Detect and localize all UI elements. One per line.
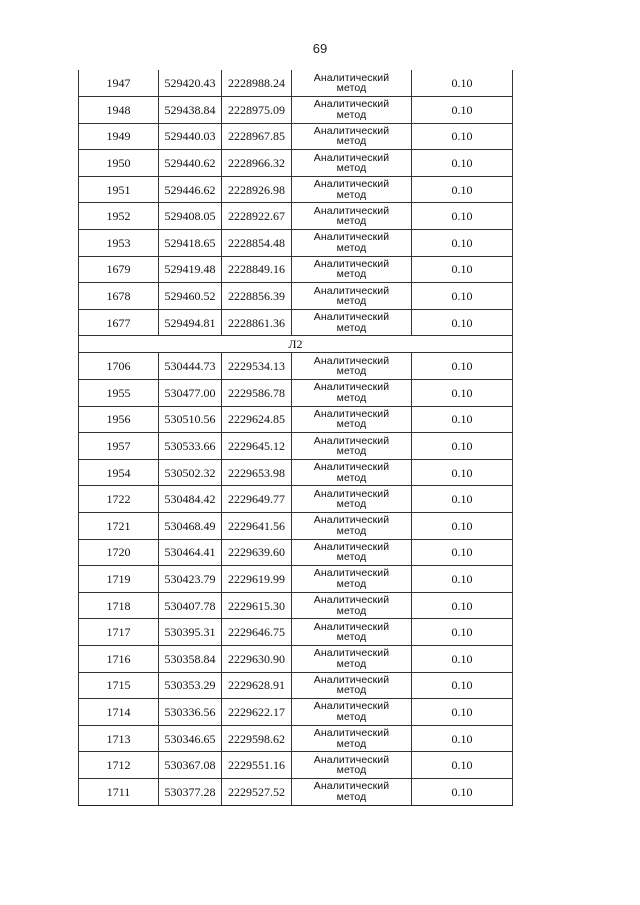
- method-line-1: Аналитический: [313, 594, 390, 607]
- y-coordinate-cell: 2228856.39: [222, 283, 292, 310]
- method-line-1: Аналитический: [313, 381, 390, 394]
- y-coordinate-cell: 2229649.77: [222, 486, 292, 513]
- point-number-cell: 1950: [79, 150, 159, 177]
- method-line-1: Аналитический: [313, 151, 390, 164]
- method-line-1: Аналитический: [313, 257, 390, 270]
- point-number-cell: 1721: [79, 513, 159, 540]
- table-row: [79, 513, 513, 540]
- method-cell: [292, 539, 412, 566]
- x-coordinate-cell: 530407.78: [159, 592, 222, 619]
- method-cell: [292, 176, 412, 203]
- y-coordinate-cell: 2229653.98: [222, 459, 292, 486]
- table-row: [79, 256, 513, 283]
- x-coordinate-cell: 530395.31: [159, 619, 222, 646]
- accuracy-cell: 0.10: [412, 699, 513, 726]
- x-coordinate-cell: 529494.81: [159, 309, 222, 336]
- y-coordinate-cell: 2228926.98: [222, 176, 292, 203]
- method-line-1: Аналитический: [313, 204, 390, 217]
- x-coordinate-cell: 530336.56: [159, 699, 222, 726]
- method-line-2: метод: [336, 82, 367, 95]
- section-label: Л2: [79, 336, 513, 353]
- x-coordinate-cell: 530484.42: [159, 486, 222, 513]
- point-number-cell: 1956: [79, 406, 159, 433]
- point-number-cell: 1716: [79, 645, 159, 672]
- x-coordinate-cell: 530377.28: [159, 778, 222, 805]
- method-cell: [292, 150, 412, 177]
- table-row: [79, 566, 513, 593]
- y-coordinate-cell: 2229586.78: [222, 380, 292, 407]
- method-line-1: Аналитический: [313, 461, 390, 474]
- method-line-2: метод: [336, 710, 367, 723]
- accuracy-cell: 0.10: [412, 778, 513, 805]
- coordinates-table-body: [79, 70, 513, 805]
- method-cell: [292, 203, 412, 230]
- y-coordinate-cell: 2229534.13: [222, 353, 292, 380]
- page-number: 69: [312, 41, 328, 56]
- accuracy-cell: 0.10: [412, 672, 513, 699]
- accuracy-cell: 0.10: [412, 725, 513, 752]
- x-coordinate-cell: 529408.05: [159, 203, 222, 230]
- method-line-2: метод: [336, 215, 367, 228]
- y-coordinate-cell: 2228849.16: [222, 256, 292, 283]
- method-line-1: Аналитический: [313, 647, 390, 660]
- method-cell: [292, 459, 412, 486]
- method-line-2: метод: [336, 321, 367, 334]
- table-row: [79, 70, 513, 97]
- y-coordinate-cell: 2229615.30: [222, 592, 292, 619]
- accuracy-cell: 0.10: [412, 619, 513, 646]
- method-line-2: метод: [336, 108, 367, 121]
- x-coordinate-cell: 529419.48: [159, 256, 222, 283]
- method-cell: [292, 592, 412, 619]
- accuracy-cell: 0.10: [412, 203, 513, 230]
- x-coordinate-cell: 530367.08: [159, 752, 222, 779]
- accuracy-cell: 0.10: [412, 256, 513, 283]
- point-number-cell: 1957: [79, 433, 159, 460]
- table-row: [79, 406, 513, 433]
- table-row: [79, 353, 513, 380]
- point-number-cell: 1720: [79, 539, 159, 566]
- x-coordinate-cell: 529438.84: [159, 97, 222, 124]
- point-number-cell: 1677: [79, 309, 159, 336]
- method-line-2: метод: [336, 631, 367, 644]
- method-line-1: Аналитический: [313, 284, 390, 297]
- x-coordinate-cell: 530346.65: [159, 725, 222, 752]
- y-coordinate-cell: 2229641.56: [222, 513, 292, 540]
- method-line-2: метод: [336, 790, 367, 803]
- y-coordinate-cell: 2229646.75: [222, 619, 292, 646]
- table-row: [79, 672, 513, 699]
- y-coordinate-cell: 2229630.90: [222, 645, 292, 672]
- point-number-cell: 1951: [79, 176, 159, 203]
- method-cell: [292, 406, 412, 433]
- table-row: [79, 123, 513, 150]
- method-line-1: Аналитический: [313, 311, 390, 324]
- accuracy-cell: 0.10: [412, 406, 513, 433]
- method-line-1: Аналитический: [313, 124, 390, 137]
- method-line-2: метод: [336, 764, 367, 777]
- x-coordinate-cell: 530502.32: [159, 459, 222, 486]
- y-coordinate-cell: 2228967.85: [222, 123, 292, 150]
- x-coordinate-cell: 530358.84: [159, 645, 222, 672]
- table-row: [79, 433, 513, 460]
- y-coordinate-cell: 2229639.60: [222, 539, 292, 566]
- x-coordinate-cell: 529460.52: [159, 283, 222, 310]
- x-coordinate-cell: 530533.66: [159, 433, 222, 460]
- point-number-cell: 1706: [79, 353, 159, 380]
- method-cell: [292, 70, 412, 97]
- method-cell: [292, 566, 412, 593]
- coordinates-table: [78, 70, 513, 806]
- point-number-cell: 1715: [79, 672, 159, 699]
- x-coordinate-cell: 529420.43: [159, 70, 222, 97]
- y-coordinate-cell: 2229645.12: [222, 433, 292, 460]
- method-line-1: Аналитический: [313, 434, 390, 447]
- method-line-2: метод: [336, 365, 367, 378]
- method-line-1: Аналитический: [313, 753, 390, 766]
- method-line-2: метод: [336, 295, 367, 308]
- point-number-cell: 1717: [79, 619, 159, 646]
- table-row: [79, 203, 513, 230]
- point-number-cell: 1947: [79, 70, 159, 97]
- method-cell: [292, 486, 412, 513]
- method-line-2: метод: [336, 524, 367, 537]
- x-coordinate-cell: 530477.00: [159, 380, 222, 407]
- x-coordinate-cell: 530464.41: [159, 539, 222, 566]
- table-row: [79, 459, 513, 486]
- accuracy-cell: 0.10: [412, 539, 513, 566]
- method-cell: [292, 433, 412, 460]
- method-line-1: Аналитический: [313, 727, 390, 740]
- method-line-2: метод: [336, 471, 367, 484]
- x-coordinate-cell: 529446.62: [159, 176, 222, 203]
- accuracy-cell: 0.10: [412, 353, 513, 380]
- table-row: [79, 752, 513, 779]
- table-row: [79, 725, 513, 752]
- accuracy-cell: 0.10: [412, 513, 513, 540]
- method-line-1: Аналитический: [313, 514, 390, 527]
- accuracy-cell: 0.10: [412, 645, 513, 672]
- x-coordinate-cell: 529418.65: [159, 230, 222, 257]
- x-coordinate-cell: 529440.03: [159, 123, 222, 150]
- point-number-cell: 1952: [79, 203, 159, 230]
- accuracy-cell: 0.10: [412, 459, 513, 486]
- y-coordinate-cell: 2228861.36: [222, 309, 292, 336]
- accuracy-cell: 0.10: [412, 283, 513, 310]
- table-row: [79, 150, 513, 177]
- accuracy-cell: 0.10: [412, 176, 513, 203]
- method-line-1: Аналитический: [313, 780, 390, 793]
- method-line-2: метод: [336, 498, 367, 511]
- y-coordinate-cell: 2229527.52: [222, 778, 292, 805]
- point-number-cell: 1948: [79, 97, 159, 124]
- method-cell: [292, 778, 412, 805]
- method-cell: [292, 672, 412, 699]
- table-row: [79, 539, 513, 566]
- y-coordinate-cell: 2228922.67: [222, 203, 292, 230]
- method-line-2: метод: [336, 604, 367, 617]
- point-number-cell: 1718: [79, 592, 159, 619]
- point-number-cell: 1955: [79, 380, 159, 407]
- method-cell: [292, 645, 412, 672]
- accuracy-cell: 0.10: [412, 309, 513, 336]
- method-cell: [292, 353, 412, 380]
- table-row: [79, 778, 513, 805]
- accuracy-cell: 0.10: [412, 566, 513, 593]
- table-row: [79, 309, 513, 336]
- method-cell: [292, 725, 412, 752]
- y-coordinate-cell: 2229619.99: [222, 566, 292, 593]
- point-number-cell: 1678: [79, 283, 159, 310]
- point-number-cell: 1953: [79, 230, 159, 257]
- table-row: [79, 283, 513, 310]
- method-line-2: метод: [336, 737, 367, 750]
- accuracy-cell: 0.10: [412, 230, 513, 257]
- method-line-1: Аналитический: [313, 673, 390, 686]
- accuracy-cell: 0.10: [412, 486, 513, 513]
- accuracy-cell: 0.10: [412, 592, 513, 619]
- accuracy-cell: 0.10: [412, 752, 513, 779]
- method-line-1: Аналитический: [313, 567, 390, 580]
- x-coordinate-cell: 530468.49: [159, 513, 222, 540]
- method-line-2: метод: [336, 445, 367, 458]
- method-line-2: метод: [336, 657, 367, 670]
- table-row: [79, 380, 513, 407]
- accuracy-cell: 0.10: [412, 97, 513, 124]
- x-coordinate-cell: 529440.62: [159, 150, 222, 177]
- point-number-cell: 1679: [79, 256, 159, 283]
- table-row: [79, 699, 513, 726]
- method-line-1: Аналитический: [313, 620, 390, 633]
- y-coordinate-cell: 2229628.91: [222, 672, 292, 699]
- method-line-2: метод: [336, 241, 367, 254]
- method-cell: [292, 123, 412, 150]
- method-cell: [292, 283, 412, 310]
- y-coordinate-cell: 2229624.85: [222, 406, 292, 433]
- method-line-2: метод: [336, 135, 367, 148]
- x-coordinate-cell: 530444.73: [159, 353, 222, 380]
- point-number-cell: 1954: [79, 459, 159, 486]
- point-number-cell: 1719: [79, 566, 159, 593]
- accuracy-cell: 0.10: [412, 433, 513, 460]
- method-cell: [292, 230, 412, 257]
- y-coordinate-cell: 2228966.32: [222, 150, 292, 177]
- y-coordinate-cell: 2228988.24: [222, 70, 292, 97]
- method-line-2: метод: [336, 551, 367, 564]
- y-coordinate-cell: 2229622.17: [222, 699, 292, 726]
- section-row: [79, 336, 513, 353]
- point-number-cell: 1712: [79, 752, 159, 779]
- y-coordinate-cell: 2228854.48: [222, 230, 292, 257]
- method-line-2: метод: [336, 162, 367, 175]
- method-cell: [292, 752, 412, 779]
- accuracy-cell: 0.10: [412, 70, 513, 97]
- method-cell: [292, 699, 412, 726]
- y-coordinate-cell: 2229551.16: [222, 752, 292, 779]
- accuracy-cell: 0.10: [412, 123, 513, 150]
- method-cell: [292, 619, 412, 646]
- method-line-2: метод: [336, 684, 367, 697]
- x-coordinate-cell: 530353.29: [159, 672, 222, 699]
- method-line-2: метод: [336, 188, 367, 201]
- accuracy-cell: 0.10: [412, 150, 513, 177]
- table-row: [79, 486, 513, 513]
- method-line-1: Аналитический: [313, 487, 390, 500]
- method-line-1: Аналитический: [313, 98, 390, 111]
- point-number-cell: 1711: [79, 778, 159, 805]
- method-cell: [292, 380, 412, 407]
- method-line-1: Аналитический: [313, 71, 390, 84]
- method-cell: [292, 309, 412, 336]
- method-line-1: Аналитический: [313, 540, 390, 553]
- method-line-2: метод: [336, 268, 367, 281]
- table-row: [79, 619, 513, 646]
- table-row: [79, 230, 513, 257]
- method-line-2: метод: [336, 577, 367, 590]
- point-number-cell: 1714: [79, 699, 159, 726]
- table-row: [79, 592, 513, 619]
- method-cell: [292, 513, 412, 540]
- method-line-2: метод: [336, 418, 367, 431]
- method-line-1: Аналитический: [313, 700, 390, 713]
- x-coordinate-cell: 530510.56: [159, 406, 222, 433]
- method-line-1: Аналитический: [313, 178, 390, 191]
- y-coordinate-cell: 2229598.62: [222, 725, 292, 752]
- method-line-2: метод: [336, 391, 367, 404]
- table-row: [79, 97, 513, 124]
- method-line-1: Аналитический: [313, 231, 390, 244]
- method-cell: [292, 97, 412, 124]
- point-number-cell: 1722: [79, 486, 159, 513]
- accuracy-cell: 0.10: [412, 380, 513, 407]
- method-line-1: Аналитический: [313, 354, 390, 367]
- point-number-cell: 1713: [79, 725, 159, 752]
- table-row: [79, 176, 513, 203]
- x-coordinate-cell: 530423.79: [159, 566, 222, 593]
- y-coordinate-cell: 2228975.09: [222, 97, 292, 124]
- table-row: [79, 645, 513, 672]
- point-number-cell: 1949: [79, 123, 159, 150]
- method-line-1: Аналитический: [313, 407, 390, 420]
- method-cell: [292, 256, 412, 283]
